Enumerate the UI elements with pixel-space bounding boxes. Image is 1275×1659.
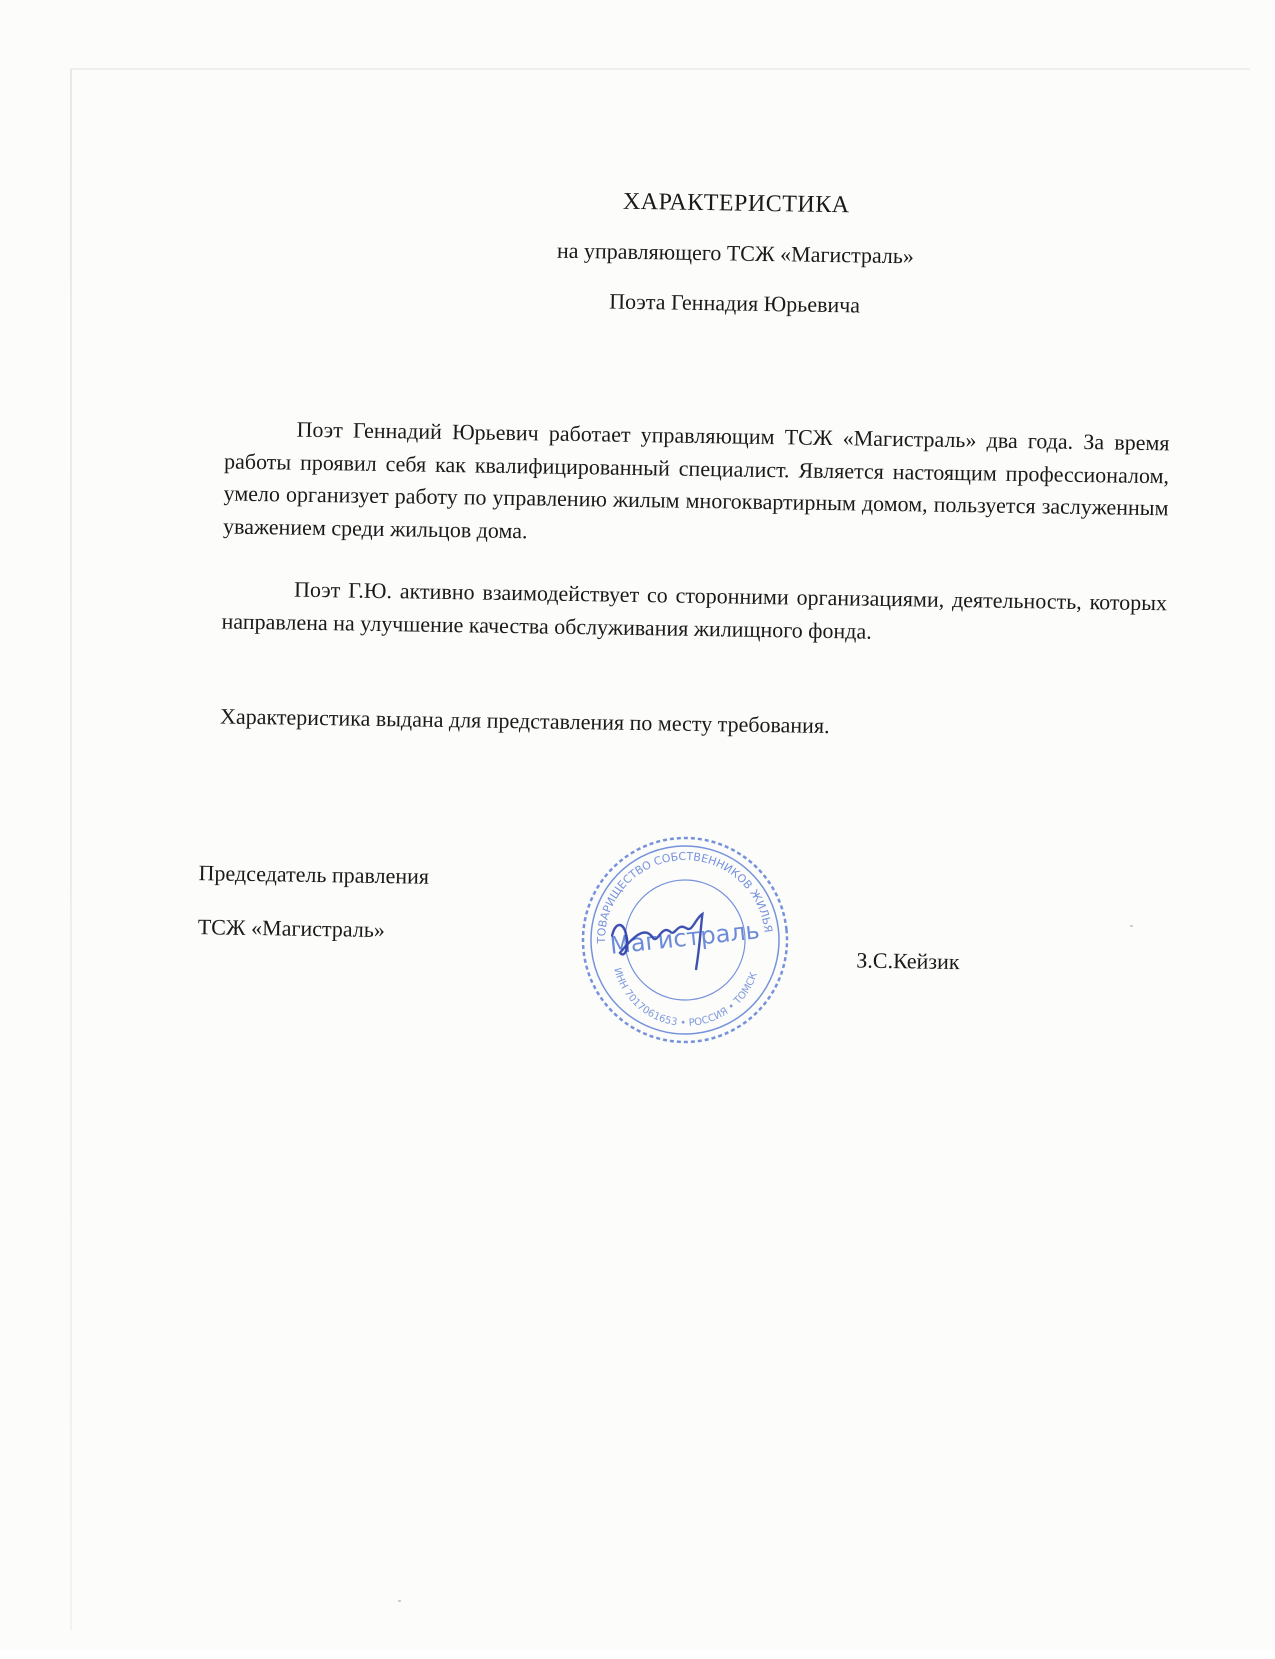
signatory-role-line2: ТСЖ «Магистраль» xyxy=(197,914,386,943)
scan-speck xyxy=(398,1600,401,1602)
stamp-outer-text: ТОВАРИЩЕСТВО СОБСТВЕННИКОВ ЖИЛЬЯ xyxy=(594,849,775,944)
document-subtitle-line2: Поэта Геннадия Юрьевича xyxy=(609,288,861,318)
paragraph-1: Поэт Геннадий Юрьевич работает управляющим ТСЖ «Магистраль» два года. За время работы проявил себя как квалифицированный специалист. Является настоящим профессионалом, умело организует работу по управлению жилым многоквартирным домом, пользуется заслуженным уважением среди жильцов дома. xyxy=(222,416,1170,543)
signatory-name: З.С.Кейзик xyxy=(856,947,960,975)
stamp-bottom-text: ИНН 7017061653 • РОССИЯ • ТОМСК xyxy=(611,966,760,1029)
paragraph-2: Поэт Г.Ю. активно взаимодействует со сторонними организациями, деятельность, которых направлена на улучшение качества обслуживания жилищного фонда. xyxy=(221,576,1168,644)
paragraph-3: Характеристика выдана для представления по месту требования. xyxy=(219,703,830,739)
document-subtitle-line1: на управляющего ТСЖ «Магистраль» xyxy=(556,237,915,269)
stamp-center-text: Магистраль xyxy=(608,916,761,960)
document-title: ХАРАКТЕРИСТИКА xyxy=(622,188,850,219)
signatory-role-line1: Председатель правления xyxy=(198,860,430,889)
scan-speck xyxy=(1130,925,1133,927)
organization-stamp xyxy=(564,819,806,1061)
